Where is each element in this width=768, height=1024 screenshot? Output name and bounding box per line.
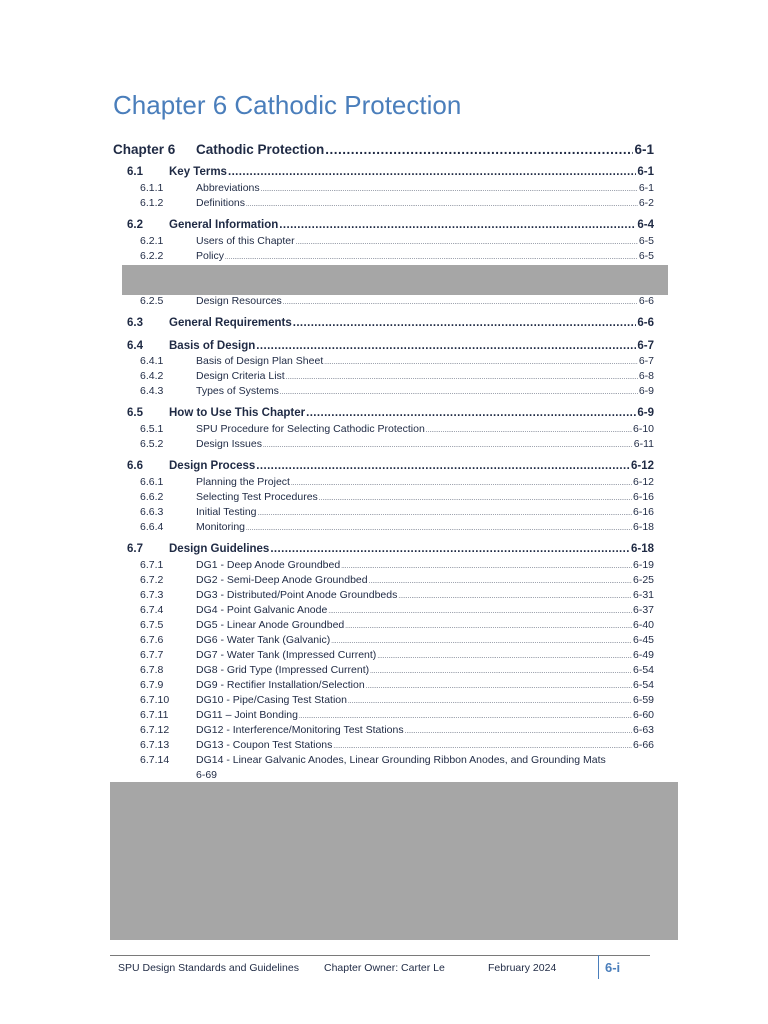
toc-number: 6.7.2 bbox=[140, 574, 164, 586]
toc-subsection-6-6-3[interactable] bbox=[140, 506, 654, 518]
toc-number: 6.6.1 bbox=[140, 476, 164, 488]
toc-number: 6.1.2 bbox=[140, 197, 164, 209]
dot-leader bbox=[228, 166, 636, 178]
toc-page: 6-8 bbox=[638, 370, 654, 382]
toc-page: 6-31 bbox=[632, 589, 654, 601]
toc-number: Chapter 6 bbox=[113, 142, 176, 157]
toc-title: Initial Testing bbox=[196, 506, 257, 518]
toc-number: 6.4.1 bbox=[140, 355, 164, 367]
toc-title: Monitoring bbox=[196, 521, 246, 533]
toc-page: 6-5 bbox=[638, 250, 654, 262]
toc-page: 6-7 bbox=[637, 340, 654, 352]
toc-title: Design Criteria List bbox=[196, 370, 285, 382]
dot-leader bbox=[256, 460, 630, 472]
toc-number: 6.7.11 bbox=[140, 709, 169, 721]
toc-subsection-6-1-1[interactable] bbox=[140, 182, 654, 194]
toc-title: Abbreviations bbox=[196, 182, 260, 194]
toc-number: 6.1 bbox=[127, 166, 143, 178]
toc-number: 6.3 bbox=[127, 317, 143, 329]
toc-title: Basis of Design Plan Sheet bbox=[196, 355, 324, 367]
redaction-block bbox=[110, 782, 678, 940]
dot-leader bbox=[246, 202, 638, 208]
toc-number: 6.7.12 bbox=[140, 724, 170, 736]
toc-title: Planning the Project bbox=[196, 476, 290, 488]
toc-page: 6-1 bbox=[637, 166, 654, 178]
toc-page: 6-12 bbox=[630, 460, 654, 472]
toc-number: 6.7.5 bbox=[140, 619, 164, 631]
toc-title: DG2 - Semi-Deep Anode Groundbed bbox=[196, 574, 368, 586]
toc-number: 6.5.1 bbox=[140, 423, 164, 435]
toc-title: DG1 - Deep Anode Groundbed bbox=[196, 559, 341, 571]
dot-leader bbox=[283, 300, 638, 306]
toc-section-6-1[interactable] bbox=[127, 166, 654, 178]
toc-number: 6.4 bbox=[127, 340, 143, 352]
toc-subsection-6-7-8[interactable] bbox=[140, 664, 654, 676]
toc-page: 6-6 bbox=[638, 295, 654, 307]
toc-title: DG3 - Distributed/Point Anode Groundbeds bbox=[196, 589, 398, 601]
toc-page: 6-6 bbox=[637, 317, 654, 329]
toc-number: 6.4.2 bbox=[140, 370, 164, 382]
toc-subsection-6-7-9[interactable] bbox=[140, 679, 654, 691]
toc-title: DG13 - Coupon Test Stations bbox=[196, 739, 333, 751]
footer-document-name: SPU Design Standards and Guidelines bbox=[118, 962, 299, 974]
dot-leader bbox=[246, 526, 632, 532]
toc-page: 6-18 bbox=[632, 521, 654, 533]
dot-leader bbox=[293, 317, 637, 329]
dot-leader bbox=[325, 142, 633, 157]
toc-page: 6-7 bbox=[638, 355, 654, 367]
dot-leader bbox=[377, 654, 632, 660]
toc-subsection-6-7-2[interactable] bbox=[140, 574, 654, 586]
dot-leader bbox=[341, 564, 632, 570]
toc-number: 6.2.1 bbox=[140, 235, 164, 247]
dot-leader bbox=[258, 511, 632, 517]
dot-leader bbox=[256, 340, 636, 352]
toc-title: DG12 - Interference/Monitoring Test Stations bbox=[196, 724, 404, 736]
toc-number: 6.2.5 bbox=[140, 295, 164, 307]
toc-section-6-2[interactable] bbox=[127, 219, 654, 231]
toc-page: 6-4 bbox=[637, 219, 654, 231]
toc-page: 6-5 bbox=[638, 235, 654, 247]
toc-page: 6-37 bbox=[632, 604, 654, 616]
toc-section-6-7[interactable] bbox=[127, 543, 654, 555]
toc-page: 6-16 bbox=[632, 491, 654, 503]
toc-title: DG4 - Point Galvanic Anode bbox=[196, 604, 328, 616]
toc-number: 6.5 bbox=[127, 407, 143, 419]
toc-subsection-6-7-4[interactable] bbox=[140, 604, 654, 616]
toc-subsection-6-7-7[interactable] bbox=[140, 649, 654, 661]
toc-subsection-6-4-2[interactable] bbox=[140, 370, 654, 382]
toc-title: DG9 - Rectifier Installation/Selection bbox=[196, 679, 365, 691]
toc-section-6-4[interactable] bbox=[127, 340, 654, 352]
dot-leader bbox=[299, 714, 632, 720]
dot-leader bbox=[345, 624, 632, 630]
toc-subsection-6-4-1[interactable] bbox=[140, 355, 654, 367]
dot-leader bbox=[225, 255, 638, 261]
toc-page: 6-12 bbox=[632, 476, 654, 488]
toc-title: Cathodic Protection bbox=[196, 142, 325, 157]
toc-page: 6-25 bbox=[632, 574, 654, 586]
toc-subsection-6-7-5[interactable] bbox=[140, 619, 654, 631]
toc-title: Design Guidelines bbox=[169, 543, 270, 555]
dot-leader bbox=[366, 684, 632, 690]
toc-subsection-6-7-10[interactable] bbox=[140, 694, 654, 706]
dot-leader bbox=[405, 729, 632, 735]
toc-number: 6.6.3 bbox=[140, 506, 164, 518]
toc-number: 6.7.7 bbox=[140, 649, 164, 661]
toc-page: 6-2 bbox=[638, 197, 654, 209]
footer-date: February 2024 bbox=[488, 962, 557, 974]
toc-number: 6.7.13 bbox=[140, 739, 170, 751]
toc-number: 6.7.1 bbox=[140, 559, 164, 571]
toc-number: 6.7.9 bbox=[140, 679, 164, 691]
toc-number: 6.7.14 bbox=[140, 754, 170, 766]
toc-page: 6-59 bbox=[632, 694, 654, 706]
toc-number: 6.7.6 bbox=[140, 634, 164, 646]
dot-leader bbox=[426, 428, 632, 434]
toc-title: Types of Systems bbox=[196, 385, 279, 397]
toc-title: DG11 – Joint Bonding bbox=[196, 709, 298, 721]
footer-divider bbox=[598, 955, 599, 979]
toc-title: How to Use This Chapter bbox=[169, 407, 306, 419]
dot-leader bbox=[286, 375, 638, 381]
dot-leader bbox=[331, 639, 632, 645]
toc-title: Definitions bbox=[196, 197, 246, 209]
toc-number: 6.4.3 bbox=[140, 385, 164, 397]
toc-title: Users of this Chapter bbox=[196, 235, 295, 247]
toc-number: 6.6.4 bbox=[140, 521, 164, 533]
dot-leader bbox=[370, 669, 632, 675]
toc-page: 6-40 bbox=[632, 619, 654, 631]
toc-page: 6-63 bbox=[632, 724, 654, 736]
toc-subsection-6-7-12[interactable] bbox=[140, 724, 654, 736]
toc-page: 6-16 bbox=[632, 506, 654, 518]
toc-number: 6.7.10 bbox=[140, 694, 170, 706]
toc-subsection-6-7-14[interactable] bbox=[140, 754, 654, 766]
toc-title: DG5 - Linear Anode Groundbed bbox=[196, 619, 345, 631]
toc-number: 6.1.1 bbox=[140, 182, 164, 194]
toc-number: 6.7 bbox=[127, 543, 143, 555]
toc-title: General Requirements bbox=[169, 317, 292, 329]
toc-subsection-6-7-3[interactable] bbox=[140, 589, 654, 601]
toc-page: 6-19 bbox=[632, 559, 654, 571]
toc-page: 6-1 bbox=[634, 142, 654, 157]
toc-subsection-6-2-1[interactable] bbox=[140, 235, 654, 247]
toc-title: Policy bbox=[196, 250, 225, 262]
dot-leader bbox=[296, 240, 638, 246]
dot-leader bbox=[319, 496, 632, 502]
toc-subsection-6-6-4[interactable] bbox=[140, 521, 654, 533]
dot-leader bbox=[333, 744, 632, 750]
toc-title: Design Process bbox=[169, 460, 256, 472]
toc-chapter-entry[interactable] bbox=[113, 142, 654, 157]
toc-subsection-6-5-1[interactable] bbox=[140, 423, 654, 435]
toc-number: 6.7.8 bbox=[140, 664, 164, 676]
toc-title: Selecting Test Procedures bbox=[196, 491, 318, 503]
toc-title: DG8 - Grid Type (Impressed Current) bbox=[196, 664, 370, 676]
toc-subsection-6-2-2[interactable] bbox=[140, 250, 654, 262]
dot-leader bbox=[348, 699, 632, 705]
toc-number: 6.5.2 bbox=[140, 438, 164, 450]
dot-leader bbox=[328, 609, 632, 615]
dot-leader bbox=[306, 407, 636, 419]
toc-title: Key Terms bbox=[169, 166, 227, 178]
toc-number: 6.7.3 bbox=[140, 589, 164, 601]
dot-leader bbox=[291, 481, 632, 487]
toc-number: 6.6.2 bbox=[140, 491, 164, 503]
toc-section-6-6[interactable] bbox=[127, 460, 654, 472]
toc-section-6-3[interactable] bbox=[127, 317, 654, 329]
toc-page: 6-9 bbox=[637, 407, 654, 419]
toc-page: 6-54 bbox=[632, 664, 654, 676]
toc-title: DG7 - Water Tank (Impressed Current) bbox=[196, 649, 377, 661]
toc-subsection-6-2-5[interactable] bbox=[140, 295, 654, 307]
toc-page: 6-9 bbox=[638, 385, 654, 397]
toc-title: DG10 - Pipe/Casing Test Station bbox=[196, 694, 347, 706]
toc-number: 6.7.4 bbox=[140, 604, 164, 616]
toc-title: SPU Procedure for Selecting Cathodic Protection bbox=[196, 423, 425, 435]
dot-leader bbox=[279, 219, 636, 231]
toc-subsection-6-5-2[interactable] bbox=[140, 438, 654, 450]
dot-leader bbox=[324, 360, 638, 366]
toc-title: DG14 - Linear Galvanic Anodes, Linear Grounding Ribbon Anodes, and Grounding Mats bbox=[196, 754, 606, 766]
toc-title: Design Resources bbox=[196, 295, 282, 307]
toc-title: Basis of Design bbox=[169, 340, 256, 352]
toc-page: 6-10 bbox=[632, 423, 654, 435]
toc-page: 6-60 bbox=[632, 709, 654, 721]
toc-title: General Information bbox=[169, 219, 279, 231]
footer-page-number: 6-i bbox=[605, 960, 621, 975]
dot-leader bbox=[263, 443, 633, 449]
dot-leader bbox=[280, 390, 638, 396]
dot-leader bbox=[261, 187, 638, 193]
toc-subsection-6-1-2[interactable] bbox=[140, 197, 654, 209]
toc-page: 6-11 bbox=[633, 438, 654, 450]
toc-subsection-6-7-6[interactable] bbox=[140, 634, 654, 646]
toc-page: 6-18 bbox=[630, 543, 654, 555]
toc-section-6-5[interactable] bbox=[127, 407, 654, 419]
toc-page: 6-45 bbox=[632, 634, 654, 646]
toc-subsection-6-7-13[interactable] bbox=[140, 739, 654, 751]
toc-title: Design Issues bbox=[196, 438, 262, 450]
footer-rule bbox=[110, 955, 650, 956]
toc-page: 6-66 bbox=[632, 739, 654, 751]
toc-subsection-6-7-11[interactable] bbox=[140, 709, 654, 721]
toc-number: 6.6 bbox=[127, 460, 143, 472]
toc-subsection-6-4-3[interactable] bbox=[140, 385, 654, 397]
toc-subsection-6-6-1[interactable] bbox=[140, 476, 654, 488]
toc-page: 6-49 bbox=[632, 649, 654, 661]
toc-title: DG6 - Water Tank (Galvanic) bbox=[196, 634, 331, 646]
toc-subsection-6-7-1[interactable] bbox=[140, 559, 654, 571]
dot-leader bbox=[270, 543, 630, 555]
toc-number: 6.2 bbox=[127, 219, 143, 231]
toc-number: 6.2.2 bbox=[140, 250, 164, 262]
redaction-block bbox=[122, 265, 668, 295]
toc-page: 6-1 bbox=[638, 182, 654, 194]
dot-leader bbox=[369, 579, 632, 585]
toc-page: 6-69 bbox=[196, 769, 218, 781]
page-title: Chapter 6 Cathodic Protection bbox=[113, 90, 462, 120]
toc-page: 6-54 bbox=[632, 679, 654, 691]
footer-chapter-owner: Chapter Owner: Carter Le bbox=[324, 962, 445, 974]
toc-subsection-6-6-2[interactable] bbox=[140, 491, 654, 503]
dot-leader bbox=[398, 594, 632, 600]
